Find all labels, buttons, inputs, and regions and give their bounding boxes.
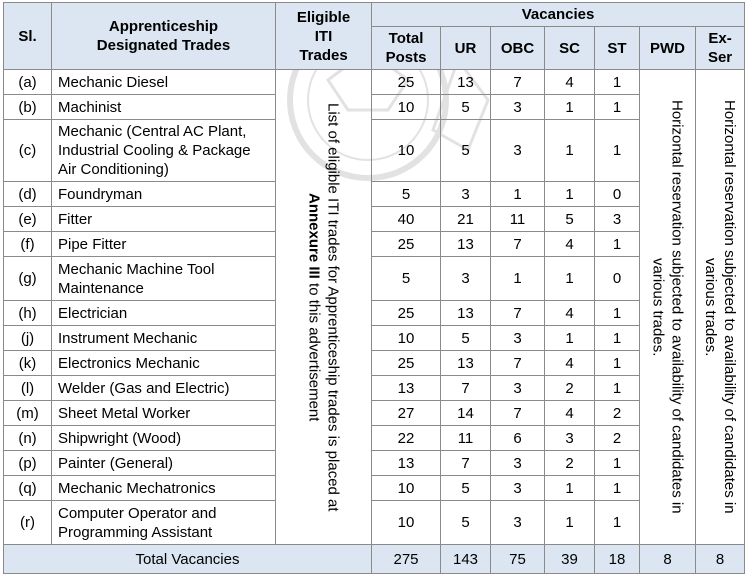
row-sc: 4	[545, 401, 595, 426]
row-sl: (b)	[4, 95, 52, 120]
total-row	[4, 545, 745, 574]
row-trade: Mechanic Diesel	[52, 70, 276, 95]
row-ur: 5	[441, 95, 491, 120]
table-row	[4, 70, 745, 95]
row-st: 1	[595, 326, 640, 351]
row-ur: 5	[441, 120, 491, 182]
row-total: 25	[372, 232, 441, 257]
row-sl: (l)	[4, 376, 52, 401]
total-ur: 143	[441, 545, 491, 574]
row-st: 0	[595, 182, 640, 207]
row-sl: (g)	[4, 257, 52, 301]
table-row	[4, 257, 745, 301]
pwd-note: Horizontal reservation subjected to availability of candidates in various trades.	[640, 70, 696, 545]
total-obc: 75	[491, 545, 545, 574]
table-row	[4, 501, 745, 545]
header-sl: Sl.	[4, 3, 52, 70]
header-ur: UR	[441, 27, 491, 70]
row-sc: 4	[545, 351, 595, 376]
row-sl: (h)	[4, 301, 52, 326]
table-row	[4, 376, 745, 401]
header-obc: OBC	[491, 27, 545, 70]
row-sl: (n)	[4, 426, 52, 451]
row-trade: Machinist	[52, 95, 276, 120]
row-sc: 3	[545, 426, 595, 451]
row-obc: 3	[491, 95, 545, 120]
total-label: Total Vacancies	[4, 545, 372, 574]
row-sc: 1	[545, 182, 595, 207]
vacancy-table	[3, 2, 745, 574]
row-st: 1	[595, 301, 640, 326]
header-sc: SC	[545, 27, 595, 70]
row-trade: Sheet Metal Worker	[52, 401, 276, 426]
row-st: 1	[595, 451, 640, 476]
header-eligible-iti: Eligible ITI Trades	[276, 3, 372, 70]
row-sl: (q)	[4, 476, 52, 501]
total-st: 18	[595, 545, 640, 574]
row-trade: Computer Operator and Programming Assistant	[52, 501, 276, 545]
row-sl: (m)	[4, 401, 52, 426]
total-pwd: 8	[640, 545, 696, 574]
row-sc: 1	[545, 501, 595, 545]
row-obc: 3	[491, 326, 545, 351]
row-ur: 13	[441, 301, 491, 326]
row-sc: 4	[545, 232, 595, 257]
row-obc: 6	[491, 426, 545, 451]
row-ur: 5	[441, 326, 491, 351]
total-exser: 8	[696, 545, 745, 574]
row-trade: Instrument Mechanic	[52, 326, 276, 351]
row-sc: 1	[545, 95, 595, 120]
row-sc: 2	[545, 451, 595, 476]
row-obc: 1	[491, 257, 545, 301]
row-total: 25	[372, 301, 441, 326]
table-row	[4, 476, 745, 501]
row-trade: Mechanic (Central AC Plant, Industrial Cooling & Package Air Conditioning)	[52, 120, 276, 182]
row-total: 5	[372, 182, 441, 207]
row-total: 10	[372, 95, 441, 120]
table-row	[4, 95, 745, 120]
row-total: 10	[372, 476, 441, 501]
row-sc: 4	[545, 301, 595, 326]
row-st: 1	[595, 232, 640, 257]
header-vacancies: Vacancies	[372, 3, 745, 27]
row-ur: 5	[441, 476, 491, 501]
row-ur: 7	[441, 376, 491, 401]
row-trade: Electronics Mechanic	[52, 351, 276, 376]
row-sl: (e)	[4, 207, 52, 232]
row-obc: 3	[491, 501, 545, 545]
row-sc: 2	[545, 376, 595, 401]
row-obc: 3	[491, 120, 545, 182]
row-sc: 1	[545, 257, 595, 301]
row-total: 10	[372, 501, 441, 545]
row-total: 5	[372, 257, 441, 301]
row-ur: 13	[441, 351, 491, 376]
row-total: 22	[372, 426, 441, 451]
table-row	[4, 326, 745, 351]
table-row	[4, 426, 745, 451]
table-row	[4, 451, 745, 476]
row-trade: Mechanic Machine Tool Maintenance	[52, 257, 276, 301]
row-ur: 5	[441, 501, 491, 545]
row-sl: (f)	[4, 232, 52, 257]
row-ur: 3	[441, 257, 491, 301]
row-obc: 11	[491, 207, 545, 232]
row-obc: 7	[491, 301, 545, 326]
row-ur: 21	[441, 207, 491, 232]
header-trade: Apprenticeship Designated Trades	[52, 3, 276, 70]
row-ur: 14	[441, 401, 491, 426]
row-sl: (k)	[4, 351, 52, 376]
table-row	[4, 401, 745, 426]
row-total: 40	[372, 207, 441, 232]
row-obc: 1	[491, 182, 545, 207]
row-ur: 13	[441, 232, 491, 257]
row-sl: (a)	[4, 70, 52, 95]
row-st: 3	[595, 207, 640, 232]
row-trade: Fitter	[52, 207, 276, 232]
row-obc: 7	[491, 70, 545, 95]
total-posts: 275	[372, 545, 441, 574]
row-sl: (r)	[4, 501, 52, 545]
row-obc: 7	[491, 401, 545, 426]
row-total: 13	[372, 451, 441, 476]
row-trade: Mechanic Mechatronics	[52, 476, 276, 501]
table-row	[4, 232, 745, 257]
header-st: ST	[595, 27, 640, 70]
table-row	[4, 351, 745, 376]
row-st: 1	[595, 95, 640, 120]
row-sc: 4	[545, 70, 595, 95]
row-sc: 1	[545, 120, 595, 182]
row-ur: 13	[441, 70, 491, 95]
exser-note: Horizontal reservation subjected to availability of candidates in various trades.	[696, 70, 745, 545]
row-total: 25	[372, 351, 441, 376]
row-trade: Welder (Gas and Electric)	[52, 376, 276, 401]
row-sl: (j)	[4, 326, 52, 351]
row-st: 1	[595, 120, 640, 182]
row-obc: 3	[491, 476, 545, 501]
row-obc: 7	[491, 351, 545, 376]
row-sc: 1	[545, 476, 595, 501]
row-st: 0	[595, 257, 640, 301]
row-st: 1	[595, 476, 640, 501]
row-sl: (d)	[4, 182, 52, 207]
header-total-posts: Total Posts	[372, 27, 441, 70]
row-st: 1	[595, 501, 640, 545]
row-obc: 7	[491, 232, 545, 257]
row-total: 10	[372, 120, 441, 182]
row-trade: Shipwright (Wood)	[52, 426, 276, 451]
row-sl: (c)	[4, 120, 52, 182]
row-total: 13	[372, 376, 441, 401]
row-obc: 3	[491, 376, 545, 401]
header-pwd: PWD	[640, 27, 696, 70]
table-row	[4, 120, 745, 182]
total-sc: 39	[545, 545, 595, 574]
table-row	[4, 182, 745, 207]
row-sc: 5	[545, 207, 595, 232]
header-exser: Ex- Ser	[696, 27, 745, 70]
row-total: 10	[372, 326, 441, 351]
row-total: 25	[372, 70, 441, 95]
row-ur: 11	[441, 426, 491, 451]
row-sc: 1	[545, 326, 595, 351]
row-trade: Electrician	[52, 301, 276, 326]
row-sl: (p)	[4, 451, 52, 476]
row-st: 2	[595, 401, 640, 426]
row-st: 1	[595, 351, 640, 376]
row-st: 2	[595, 426, 640, 451]
table-row	[4, 207, 745, 232]
row-ur: 3	[441, 182, 491, 207]
row-trade: Painter (General)	[52, 451, 276, 476]
row-obc: 3	[491, 451, 545, 476]
row-st: 1	[595, 70, 640, 95]
row-total: 27	[372, 401, 441, 426]
eligible-iti-note: List of eligible ITI trades for Apprenticeship trades is placed at Annexure III to this advertisement	[276, 70, 372, 545]
row-ur: 7	[441, 451, 491, 476]
row-trade: Foundryman	[52, 182, 276, 207]
row-st: 1	[595, 376, 640, 401]
row-trade: Pipe Fitter	[52, 232, 276, 257]
table-row	[4, 301, 745, 326]
